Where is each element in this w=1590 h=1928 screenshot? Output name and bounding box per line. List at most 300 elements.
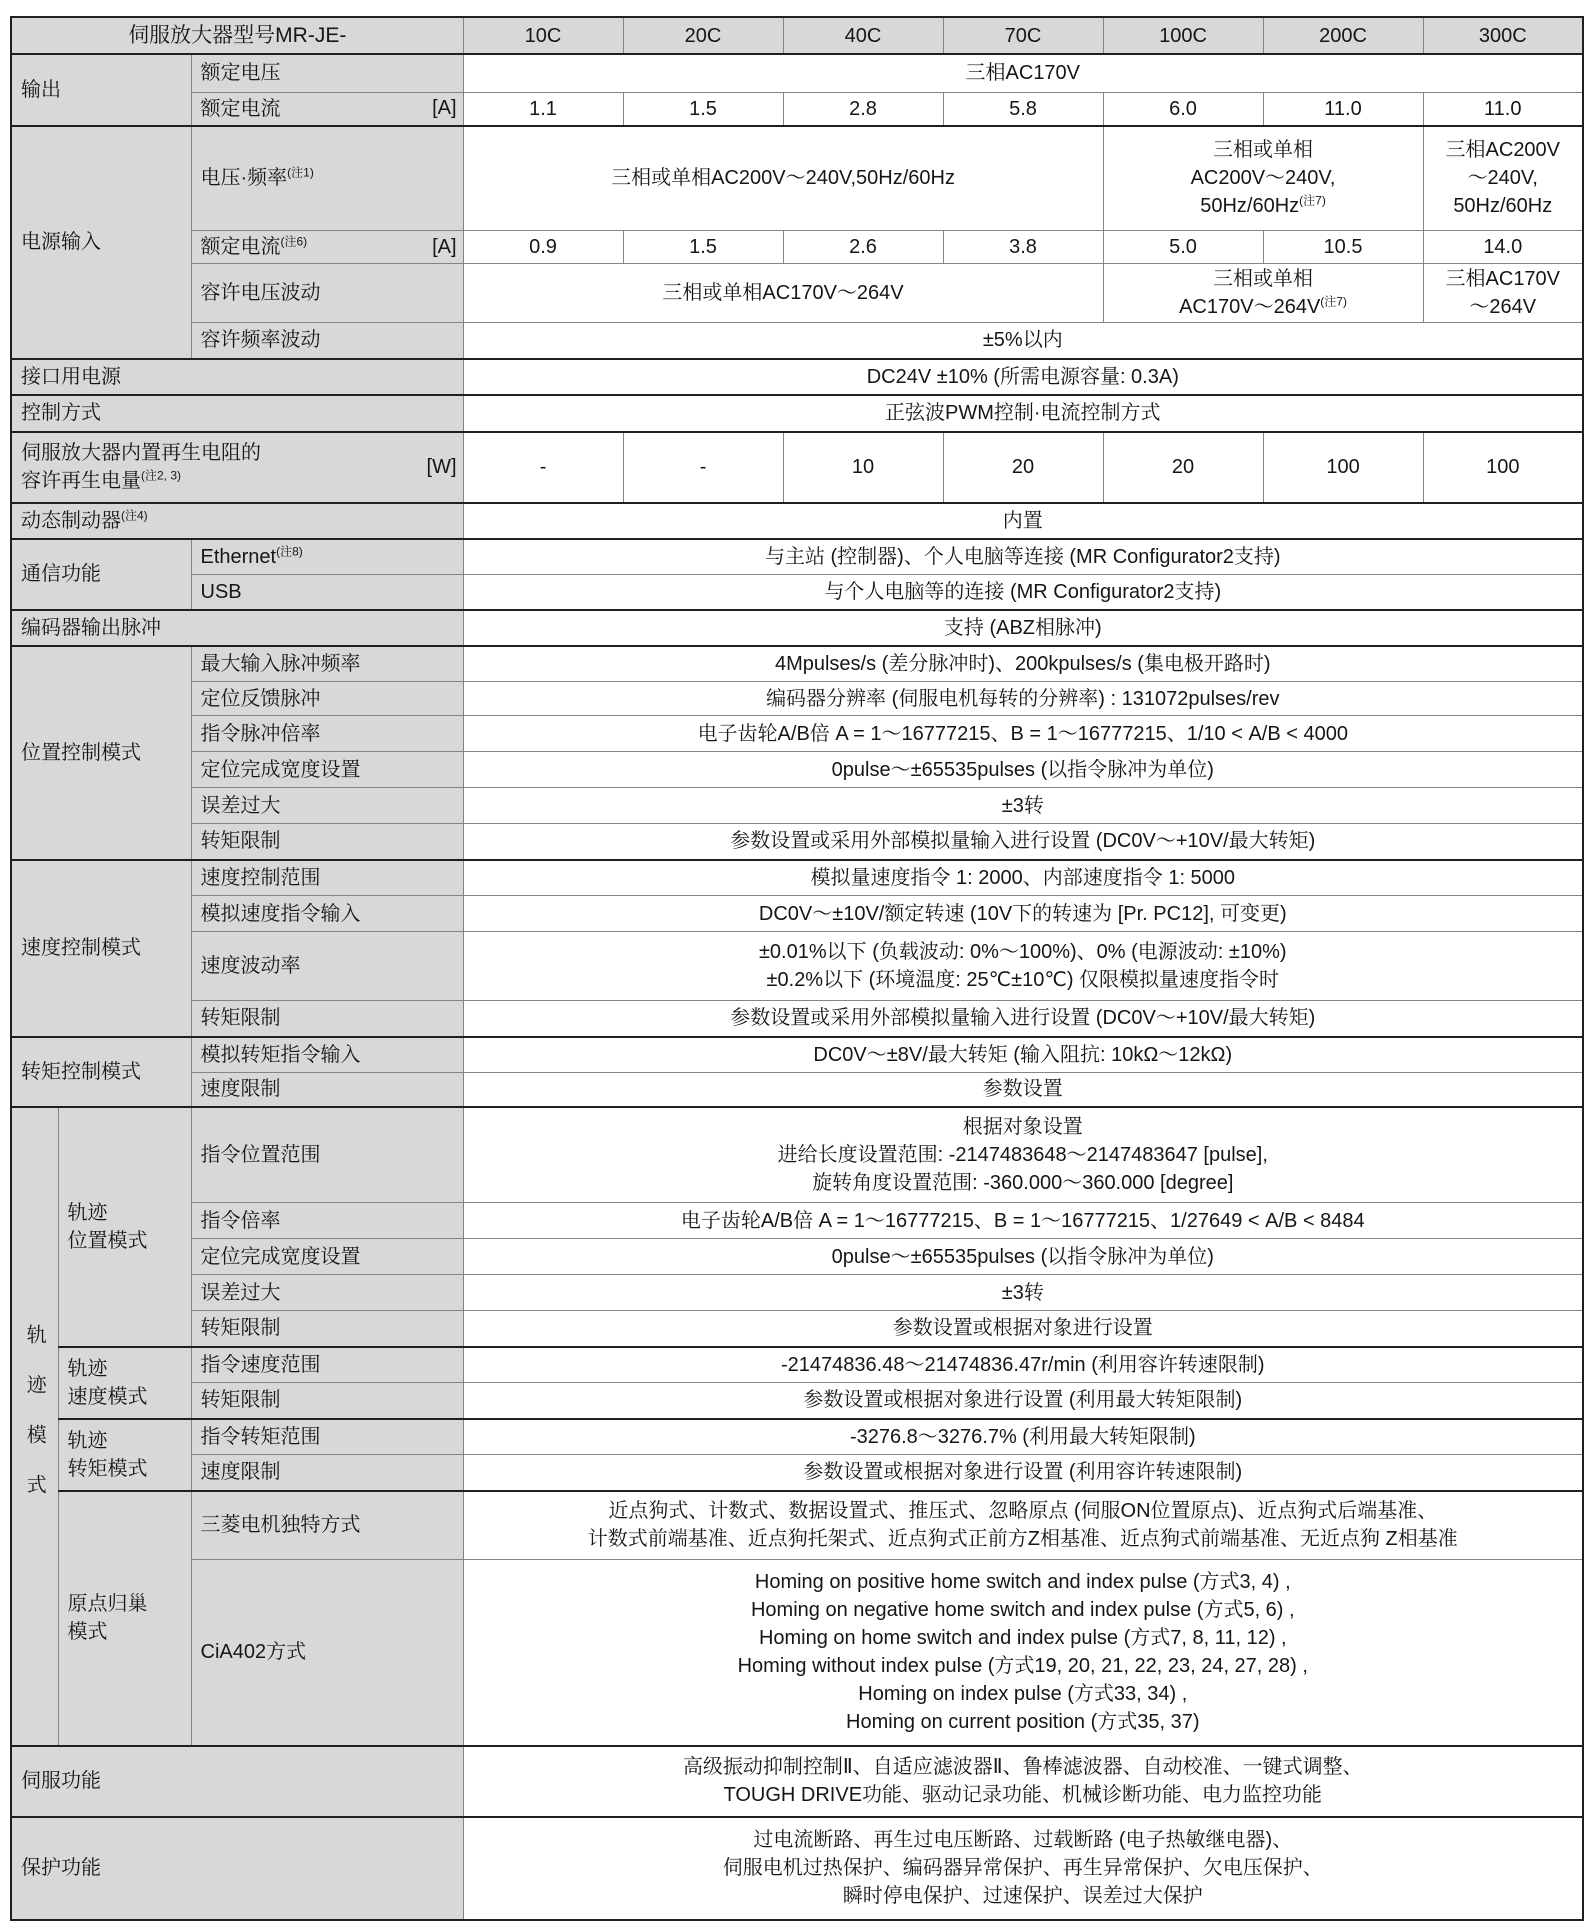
row-label-text: 三菱电机独特方式 bbox=[200, 1514, 361, 1537]
row-label bbox=[191, 1107, 463, 1203]
table-row bbox=[11, 610, 1583, 646]
spec-value bbox=[463, 92, 623, 126]
row-label bbox=[11, 432, 463, 503]
spec-value-text: 与主站 (控制器)、个人电脑等连接 (MR Configurator2支持) bbox=[764, 545, 1281, 568]
row-label-text: 额定电流$^{(注6)}$ bbox=[200, 234, 308, 258]
spec-value-text: ～264V bbox=[1469, 296, 1537, 318]
spec-value bbox=[1263, 432, 1423, 503]
spec-value bbox=[463, 1107, 1583, 1203]
spec-value-text: 6.0 bbox=[1169, 97, 1197, 120]
spec-value bbox=[463, 54, 1583, 92]
row-label bbox=[11, 395, 463, 432]
spec-value bbox=[943, 231, 1103, 264]
row-label-text: 模拟速度指令输入 bbox=[200, 902, 361, 925]
spec-value-text: 14.0 bbox=[1483, 236, 1523, 258]
spec-value bbox=[463, 395, 1583, 432]
spec-value-text: 近点狗式、计数式、数据设置式、推压式、忽略原点 (伺服ON位置原点)、近点狗式后端基准、 bbox=[608, 1500, 1438, 1523]
row-label bbox=[11, 1746, 463, 1817]
row-label bbox=[191, 860, 463, 896]
spec-value-text: AC200V～240V, bbox=[1190, 167, 1336, 190]
row-label bbox=[191, 932, 463, 1001]
spec-value bbox=[463, 610, 1583, 646]
model-column-header bbox=[1263, 17, 1423, 54]
spec-value bbox=[463, 1203, 1583, 1239]
model-column-header bbox=[463, 17, 623, 54]
spec-value-text: 10.5 bbox=[1323, 236, 1363, 258]
group-label bbox=[11, 860, 191, 1037]
spec-value-text: -21474836.48～21474836.47r/min (利用容许转速限制) bbox=[781, 1353, 1265, 1376]
spec-value-text: $50Hz/60Hz^{(注7)}$ bbox=[1200, 193, 1326, 218]
group-label-text: 轨迹 bbox=[67, 1357, 108, 1380]
row-label-text: 速度限制 bbox=[200, 1461, 281, 1484]
group-label-text: 原点归巢 bbox=[67, 1593, 148, 1615]
table-row bbox=[11, 716, 1583, 752]
table-title bbox=[11, 17, 463, 54]
spec-value-text: 11.0 bbox=[1324, 97, 1362, 120]
row-label bbox=[191, 824, 463, 860]
row-label bbox=[191, 1560, 463, 1746]
model-column-header-text: 20C bbox=[684, 24, 722, 47]
spec-value-text: 与个人电脑等的连接 (MR Configurator2支持) bbox=[824, 580, 1222, 603]
spec-value-text: 4Mpulses/s (差分脉冲时)、200kpulses/s (集电极开路时) bbox=[774, 652, 1271, 675]
spec-value-text: DC24V ±10% (所需电源容量: 0.3A) bbox=[866, 365, 1179, 388]
spec-value-text: 根据对象设置 bbox=[962, 1115, 1083, 1138]
row-label bbox=[191, 1347, 463, 1383]
row-label bbox=[191, 92, 463, 126]
row-label-text: 定位完成宽度设置 bbox=[200, 1245, 361, 1268]
table-row bbox=[11, 1001, 1583, 1037]
row-label bbox=[191, 1455, 463, 1491]
spec-value-text: - bbox=[699, 456, 707, 478]
table-row bbox=[11, 860, 1583, 896]
row-label bbox=[191, 1383, 463, 1419]
spec-value-text: 支持 (ABZ相脉冲) bbox=[943, 616, 1102, 639]
spec-value-text: 正弦波PWM控制·电流控制方式 bbox=[885, 402, 1161, 424]
row-label-text: 保护功能 bbox=[21, 1857, 101, 1879]
row-label bbox=[191, 323, 463, 359]
spec-value bbox=[463, 575, 1583, 610]
spec-value bbox=[1423, 92, 1583, 126]
spec-value bbox=[463, 716, 1583, 752]
spec-value bbox=[783, 432, 943, 503]
note-superscript: (注6) bbox=[280, 234, 308, 249]
spec-value bbox=[463, 1001, 1583, 1037]
table-row bbox=[11, 432, 1583, 503]
spec-value-text: 三相AC200V bbox=[1445, 139, 1561, 162]
table-row bbox=[11, 395, 1583, 432]
group-label-text: 转矩控制模式 bbox=[21, 1060, 141, 1083]
spec-value-text: 三相或单相AC200V～240V,50Hz/60Hz bbox=[611, 167, 955, 190]
row-label-text-block bbox=[21, 439, 261, 495]
spec-value-text: 100 bbox=[1326, 456, 1360, 478]
table-row bbox=[11, 1239, 1583, 1275]
row-label-text: 误差过大 bbox=[200, 1281, 281, 1304]
row-label-text: 定位反馈脉冲 bbox=[200, 687, 321, 710]
spec-value-text: 电子齿轮A/B倍 A = 1～16777215、B = 1～16777215、1/27649 < A/B < 8484 bbox=[680, 1209, 1365, 1232]
spec-value bbox=[463, 752, 1583, 788]
table-row bbox=[11, 646, 1583, 682]
row-label-text: CiA402方式 bbox=[200, 1641, 307, 1664]
row-label bbox=[191, 1239, 463, 1275]
spec-value-text: 0pulse～±65535pulses (以指令脉冲为单位) bbox=[831, 758, 1214, 781]
spec-value bbox=[1423, 231, 1583, 264]
row-label-text: 指令倍率 bbox=[200, 1209, 281, 1232]
model-column-header-text: 100C bbox=[1159, 24, 1207, 47]
table-row bbox=[11, 539, 1583, 575]
row-label bbox=[191, 752, 463, 788]
spec-value-text: Homing on current position (方式35, 37) bbox=[846, 1711, 1200, 1734]
spec-value bbox=[1423, 432, 1583, 503]
row-label-text: 电压·频率$^{(注1)}$ bbox=[200, 165, 314, 190]
row-label-text: 容许频率波动 bbox=[200, 329, 321, 352]
spec-value bbox=[463, 1560, 1583, 1746]
row-label-with-unit bbox=[201, 233, 457, 261]
spec-value bbox=[623, 231, 783, 264]
spec-value bbox=[463, 1746, 1583, 1817]
spec-value-text: 三相或单相 bbox=[1213, 139, 1314, 162]
spec-value bbox=[463, 1817, 1583, 1920]
model-column-header-text: 300C bbox=[1478, 24, 1527, 47]
note-superscript: (注2, 3) bbox=[141, 468, 182, 483]
row-label bbox=[191, 1037, 463, 1073]
spec-value bbox=[1423, 264, 1583, 323]
group-label bbox=[11, 646, 191, 860]
model-column-header-text: 10C bbox=[524, 24, 562, 47]
row-label bbox=[11, 503, 463, 539]
spec-value-text: 1.1 bbox=[529, 97, 557, 120]
group-label bbox=[58, 1107, 191, 1347]
row-label bbox=[191, 1275, 463, 1311]
row-label bbox=[191, 1001, 463, 1037]
row-label-text: 伺服功能 bbox=[21, 1770, 101, 1792]
row-label-text: 速度限制 bbox=[200, 1078, 281, 1101]
spec-value-text: 三相或单相 bbox=[1213, 268, 1314, 290]
spec-value bbox=[1423, 126, 1583, 231]
row-label-text: 转矩限制 bbox=[200, 1007, 281, 1030]
row-label-text-block bbox=[201, 233, 308, 261]
spec-value-text: ±0.01%以下 (负载波动: 0%～100%)、0% (电源波动: ±10%) bbox=[758, 941, 1287, 963]
row-label-text: 速度控制范围 bbox=[200, 866, 321, 889]
spec-value bbox=[463, 1347, 1583, 1383]
group-label-text: 模式 bbox=[67, 1621, 108, 1643]
spec-value-text: 瞬时停电保护、过速保护、误差过大保护 bbox=[842, 1885, 1203, 1907]
spec-value-text: 参数设置 bbox=[982, 1078, 1063, 1101]
table-row bbox=[11, 1817, 1583, 1920]
table-row bbox=[11, 1491, 1583, 1560]
spec-value-text: 进给长度设置范围: -2147483648～2147483647 [pulse], bbox=[777, 1143, 1268, 1166]
spec-value bbox=[943, 92, 1103, 126]
row-label-text: 额定电流 bbox=[200, 97, 281, 120]
spec-value-text: 20 bbox=[1171, 456, 1195, 478]
model-column-header bbox=[1103, 17, 1263, 54]
table-row bbox=[11, 503, 1583, 539]
spec-value-text: DC0V～±10V/额定转速 (10V下的转速为 [Pr. PC12], 可变更) bbox=[758, 902, 1287, 925]
table-row bbox=[11, 1419, 1583, 1455]
spec-table-body bbox=[11, 17, 1583, 1920]
table-row bbox=[11, 264, 1583, 323]
row-label-text: 动态制动器$^{(注4)}$ bbox=[21, 507, 148, 532]
spec-value bbox=[463, 1383, 1583, 1419]
spec-value-text: - bbox=[539, 456, 547, 478]
table-row bbox=[11, 1347, 1583, 1383]
spec-value-text: 5.8 bbox=[1009, 97, 1037, 120]
table-row bbox=[11, 1203, 1583, 1239]
row-label bbox=[191, 539, 463, 575]
spec-value bbox=[463, 1037, 1583, 1073]
spec-value-text: 三相或单相AC170V～264V bbox=[662, 282, 904, 304]
spec-value bbox=[463, 264, 1103, 323]
spec-value bbox=[463, 359, 1583, 395]
table-row bbox=[11, 1107, 1583, 1203]
row-label-text: 转矩限制 bbox=[200, 1389, 281, 1412]
spec-value bbox=[463, 539, 1583, 575]
table-row bbox=[11, 359, 1583, 395]
group-label-text: 轨迹 bbox=[67, 1201, 108, 1224]
table-row bbox=[11, 92, 1583, 126]
model-column-header bbox=[943, 17, 1103, 54]
spec-value-text: 参数设置或采用外部模拟量输入进行设置 (DC0V～+10V/最大转矩) bbox=[730, 1007, 1316, 1030]
table-row bbox=[11, 1311, 1583, 1347]
spec-value bbox=[463, 932, 1583, 1001]
spec-value-text: ±5%以内 bbox=[982, 329, 1063, 352]
spec-value bbox=[463, 503, 1583, 539]
table-row bbox=[11, 1560, 1583, 1746]
spec-value bbox=[1263, 92, 1423, 126]
row-label-text: 误差过大 bbox=[200, 794, 281, 817]
spec-value bbox=[1103, 92, 1263, 126]
spec-value-text: 编码器分辨率 (伺服电机每转的分辨率) : 131072pulses/rev bbox=[766, 687, 1280, 710]
table-row bbox=[11, 932, 1583, 1001]
row-label bbox=[191, 264, 463, 323]
spec-value bbox=[1103, 126, 1423, 231]
spec-value-text: DC0V～±8V/最大转矩 (输入阻抗: 10kΩ～12kΩ) bbox=[813, 1043, 1233, 1066]
row-label bbox=[191, 896, 463, 932]
model-column-header bbox=[783, 17, 943, 54]
spec-value bbox=[1103, 231, 1263, 264]
table-row bbox=[11, 1037, 1583, 1073]
spec-value-text: Homing on negative home switch and index pulse (方式5, 6) , bbox=[750, 1599, 1295, 1622]
spec-value-text: 50Hz/60Hz bbox=[1453, 195, 1553, 218]
spec-value-text: 100 bbox=[1486, 456, 1520, 478]
row-label-text: 指令转矩范围 bbox=[200, 1425, 321, 1448]
group-label bbox=[11, 126, 191, 359]
spec-value-text: 参数设置或采用外部模拟量输入进行设置 (DC0V～+10V/最大转矩) bbox=[730, 830, 1316, 853]
row-label-text: 指令脉冲倍率 bbox=[200, 722, 321, 745]
row-label bbox=[191, 682, 463, 716]
row-label bbox=[191, 231, 463, 264]
spec-value bbox=[463, 860, 1583, 896]
group-label-text: 速度模式 bbox=[67, 1385, 148, 1408]
table-row bbox=[11, 323, 1583, 359]
spec-value-text: ～240V, bbox=[1467, 167, 1538, 190]
spec-value bbox=[463, 1311, 1583, 1347]
spec-value-text: 三相AC170V bbox=[1445, 268, 1561, 290]
unit-label: [W] bbox=[426, 455, 457, 478]
row-label-with-unit bbox=[201, 95, 457, 123]
row-label bbox=[11, 1817, 463, 1920]
row-label bbox=[11, 359, 463, 395]
spec-value-text: 三相AC170V bbox=[965, 62, 1081, 85]
spec-value-text: Homing on positive home switch and index pulse (方式3, 4) , bbox=[754, 1571, 1291, 1594]
spec-value bbox=[1103, 432, 1263, 503]
group-label bbox=[11, 54, 191, 126]
note-superscript: (注8) bbox=[276, 544, 303, 559]
row-label-text: 模拟转矩指令输入 bbox=[200, 1043, 361, 1066]
note-superscript: (注7) bbox=[1299, 193, 1326, 208]
group-label-text: 转矩模式 bbox=[67, 1457, 148, 1480]
table-row bbox=[11, 896, 1583, 932]
spec-value bbox=[783, 92, 943, 126]
row-label bbox=[191, 1419, 463, 1455]
spec-value-text: $AC170V\sim 264V^{(注7)}$ bbox=[1179, 294, 1347, 318]
row-label bbox=[191, 126, 463, 231]
row-label bbox=[191, 1203, 463, 1239]
unit-label: [A] bbox=[432, 235, 457, 258]
spec-value-text: 旋转角度设置范围: -360.000～360.000 [degree] bbox=[812, 1171, 1234, 1194]
table-row bbox=[11, 824, 1583, 860]
spec-value bbox=[463, 896, 1583, 932]
spec-value-text: 内置 bbox=[1002, 509, 1043, 532]
spec-value-text: 参数设置或根据对象进行设置 (利用最大转矩限制) bbox=[803, 1389, 1243, 1412]
spec-value bbox=[463, 126, 1103, 231]
note-superscript: (注4) bbox=[121, 507, 148, 522]
spec-value-text: 5.0 bbox=[1169, 236, 1197, 258]
spec-value bbox=[623, 432, 783, 503]
spec-value-text: 过电流断路、再生过电压断路、过载断路 (电子热敏继电器)、 bbox=[753, 1829, 1293, 1851]
spec-value-text: 高级振动抑制控制Ⅱ、自适应滤波器Ⅱ、鲁棒滤波器、自动校准、一键式调整、 bbox=[682, 1756, 1363, 1778]
row-label-text: 定位完成宽度设置 bbox=[200, 758, 361, 781]
model-column-header-text: 200C bbox=[1319, 24, 1367, 47]
spec-value-text: 3.8 bbox=[1009, 236, 1037, 258]
note-superscript: (注1) bbox=[287, 165, 314, 180]
spec-value-text: Homing on home switch and index pulse (方式7, 8, 11, 12) , bbox=[758, 1627, 1287, 1650]
spec-value bbox=[463, 646, 1583, 682]
group-label-vertical-text: 轨迹模式 bbox=[23, 1323, 46, 1524]
row-label bbox=[191, 1311, 463, 1347]
spec-value-text: 1.5 bbox=[689, 97, 717, 120]
row-label-text: 容许电压波动 bbox=[200, 282, 321, 304]
table-row bbox=[11, 54, 1583, 92]
row-label-text: 速度波动率 bbox=[200, 955, 301, 977]
row-label-text: 接口用电源 bbox=[21, 365, 121, 388]
spec-value-text: ±3转 bbox=[1001, 1281, 1044, 1304]
spec-value bbox=[463, 788, 1583, 824]
spec-value bbox=[463, 1419, 1583, 1455]
unit-label: [A] bbox=[432, 97, 457, 119]
model-column-header-text: 70C bbox=[1004, 24, 1042, 47]
table-row bbox=[11, 752, 1583, 788]
spec-value bbox=[623, 92, 783, 126]
spec-value-text: ±3转 bbox=[1001, 794, 1044, 817]
row-label bbox=[191, 646, 463, 682]
spec-value bbox=[783, 231, 943, 264]
group-label-text: 电源输入 bbox=[21, 231, 101, 253]
row-label-text: 最大输入脉冲频率 bbox=[200, 652, 361, 675]
spec-table bbox=[10, 16, 1584, 1921]
spec-value bbox=[463, 682, 1583, 716]
spec-value-text: 2.8 bbox=[849, 97, 877, 120]
spec-value-text: ±0.2%以下 (环境温度: 25℃±10℃) 仅限模拟量速度指令时 bbox=[766, 969, 1280, 991]
table-row bbox=[11, 1275, 1583, 1311]
spec-value-text: TOUGH DRIVE功能、驱动记录功能、机械诊断功能、电力监控功能 bbox=[723, 1784, 1323, 1806]
row-label-text: 指令位置范围 bbox=[200, 1143, 321, 1166]
row-label bbox=[191, 575, 463, 610]
row-label bbox=[191, 54, 463, 92]
group-label bbox=[11, 1037, 191, 1107]
row-label bbox=[191, 1491, 463, 1560]
spec-value-text: 模拟量速度指令 1: 2000、内部速度指令 1: 5000 bbox=[810, 866, 1236, 889]
spec-value-text: 电子齿轮A/B倍 A = 1～16777215、B = 1～16777215、1/10 < A/B < 4000 bbox=[697, 722, 1348, 745]
row-label-text: 指令速度范围 bbox=[200, 1353, 321, 1376]
row-label-text: 转矩限制 bbox=[200, 830, 281, 853]
row-label-with-unit bbox=[21, 439, 457, 495]
table-row bbox=[11, 231, 1583, 264]
row-label-text: 伺服放大器内置再生电阻的 bbox=[21, 442, 261, 464]
group-label bbox=[11, 539, 191, 610]
group-label bbox=[58, 1347, 191, 1419]
table-row bbox=[11, 1383, 1583, 1419]
spec-value-text: 1.5 bbox=[689, 236, 717, 258]
spec-value bbox=[463, 323, 1583, 359]
row-label-text: 编码器输出脉冲 bbox=[21, 616, 161, 639]
row-label-text: 转矩限制 bbox=[200, 1317, 281, 1340]
group-label-text: 输出 bbox=[21, 78, 61, 101]
spec-value bbox=[463, 824, 1583, 860]
spec-value-text: Homing without index pulse (方式19, 20, 21, 22, 23, 24, 27, 28) , bbox=[737, 1655, 1308, 1678]
spec-value bbox=[463, 1491, 1583, 1560]
spec-value bbox=[463, 432, 623, 503]
spec-value-text: 0pulse～±65535pulses (以指令脉冲为单位) bbox=[831, 1245, 1214, 1268]
spec-value bbox=[1103, 264, 1423, 323]
spec-value-text: 参数设置或根据对象进行设置 bbox=[892, 1317, 1153, 1340]
row-label-text: 控制方式 bbox=[21, 402, 101, 424]
spec-value-text: 20 bbox=[1011, 456, 1035, 478]
spec-value bbox=[463, 1073, 1583, 1107]
spec-value-text: 2.6 bbox=[849, 236, 877, 258]
row-label-text-block bbox=[201, 95, 281, 123]
spec-value bbox=[463, 1455, 1583, 1491]
table-row bbox=[11, 1073, 1583, 1107]
spec-value bbox=[1263, 231, 1423, 264]
row-label bbox=[11, 610, 463, 646]
row-label bbox=[191, 716, 463, 752]
table-row bbox=[11, 17, 1583, 54]
spec-value bbox=[463, 231, 623, 264]
row-label-text: 容许再生电量$^{(注2, 3)}$ bbox=[21, 468, 182, 492]
spec-value-text: 0.9 bbox=[529, 236, 557, 258]
row-label bbox=[191, 788, 463, 824]
spec-value bbox=[463, 1239, 1583, 1275]
group-label bbox=[58, 1491, 191, 1746]
model-column-header bbox=[1423, 17, 1583, 54]
spec-value-text: 参数设置或根据对象进行设置 (利用容许转速限制) bbox=[803, 1461, 1243, 1484]
table-row bbox=[11, 1746, 1583, 1817]
table-row bbox=[11, 1455, 1583, 1491]
row-label-text: Ethernet$^{(注8)}$ bbox=[200, 544, 303, 568]
spec-value-text: 伺服电机过热保护、编码器异常保护、再生异常保护、欠电压保护、 bbox=[722, 1857, 1323, 1879]
table-row bbox=[11, 682, 1583, 716]
table-row bbox=[11, 126, 1583, 231]
row-label bbox=[191, 1073, 463, 1107]
table-title-text: 伺服放大器型号MR-JE- bbox=[128, 23, 347, 47]
group-label-text: 通信功能 bbox=[21, 563, 101, 585]
model-column-header bbox=[623, 17, 783, 54]
group-label-text: 速度控制模式 bbox=[21, 937, 141, 959]
spec-value-text: 计数式前端基准、近点狗托架式、近点狗式正前方Z相基准、近点狗式前端基准、无近点狗 Z相基准 bbox=[587, 1528, 1458, 1551]
table-row bbox=[11, 575, 1583, 610]
spec-value bbox=[943, 432, 1103, 503]
spec-value-text: 10 bbox=[851, 456, 875, 478]
